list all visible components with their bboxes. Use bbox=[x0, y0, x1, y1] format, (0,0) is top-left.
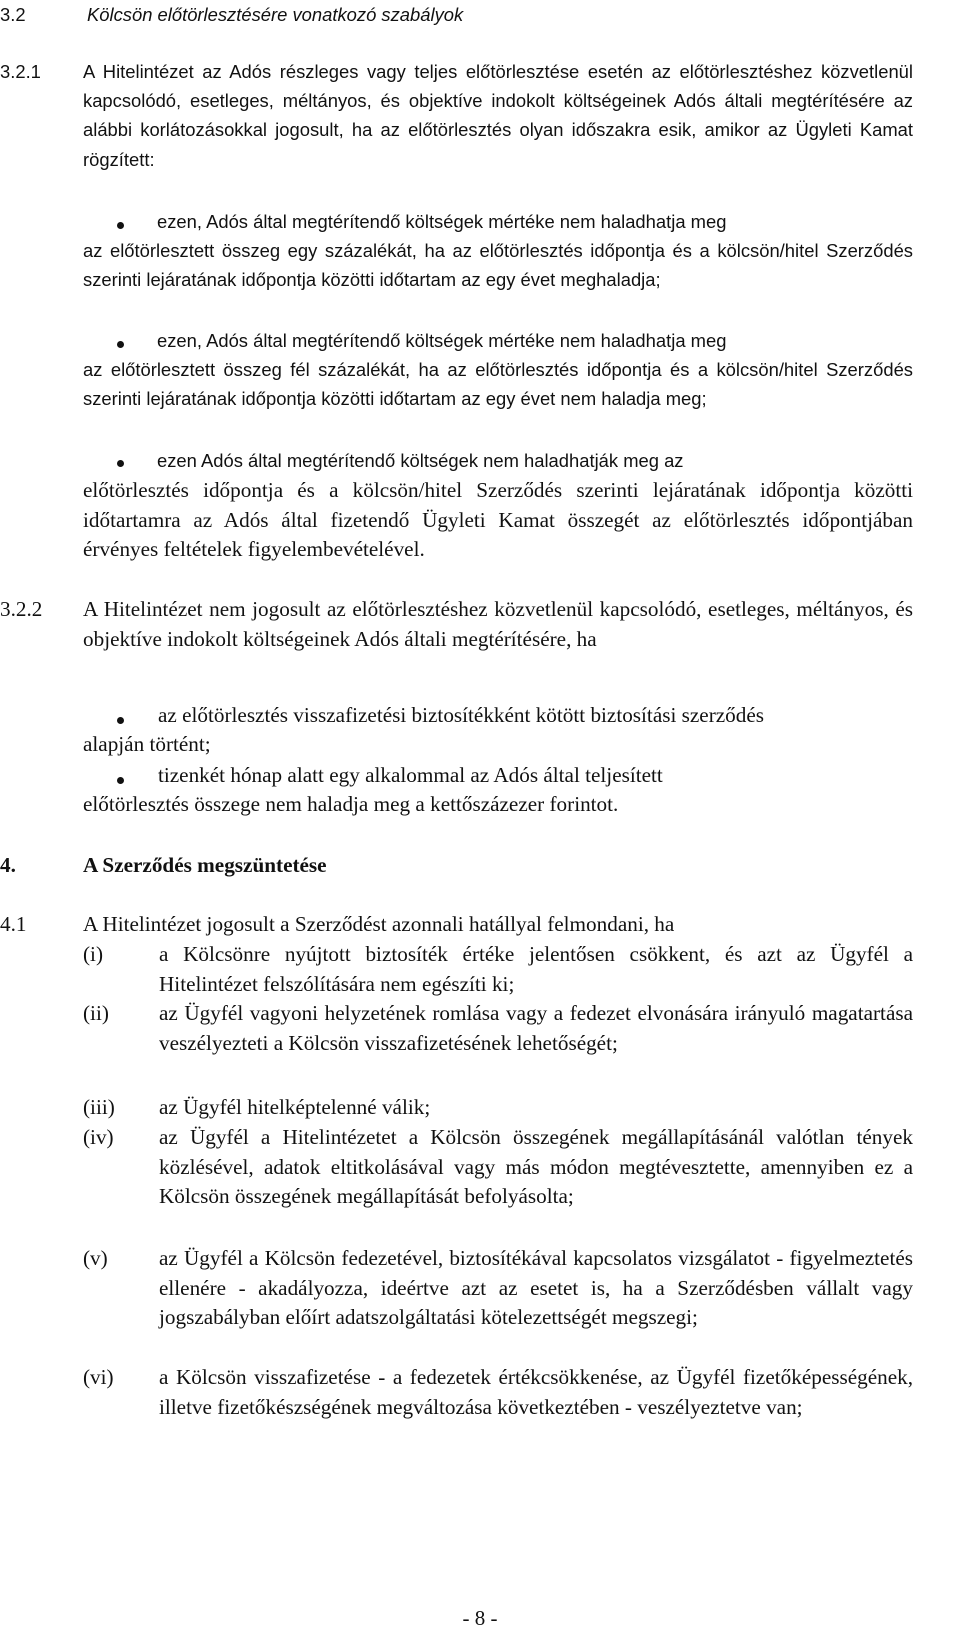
list-item-label: (v) bbox=[83, 1246, 108, 1270]
list-item-text: az Ügyfél hitelképtelenné válik; bbox=[159, 1095, 431, 1119]
bullet-continuation: előtörlesztés összege nem haladja meg a kettőszázezer forintot. bbox=[83, 792, 619, 816]
bullet-lead: ezen, Adós által megtérítendő költségek mértéke nem haladhatja meg bbox=[157, 211, 727, 232]
paragraph-intro: A Hitelintézet nem jogosult az előtörlesztéshez közvetlenül kapcsolódó, esetleges, méltányos, és objektíve indokolt költségeinek Adós általi megtérítésére, ha bbox=[83, 597, 913, 651]
section-number: 3.2 bbox=[0, 4, 26, 25]
bullet-icon bbox=[117, 717, 124, 724]
bullet-icon bbox=[117, 460, 124, 467]
bullet-continuation: az előtörlesztett összeg fél százalékát, ha az előtörlesztés időpontja és a kölcsön/hitel Szerződés szerinti lejáratának időpontja közötti időtartam az egy évet nem haladja meg; bbox=[83, 359, 913, 410]
list-item-label: (iv) bbox=[83, 1125, 114, 1149]
bullet-icon bbox=[117, 222, 124, 229]
section-title: Kölcsön előtörlesztésére vonatkozó szabályok bbox=[87, 4, 464, 25]
bullet-continuation: az előtörlesztett összeg egy százalékát, ha az előtörlesztés időpontja és a kölcsön/hitel Szerződés szerinti lejáratának időpontja közötti időtartam az egy évet meghaladja; bbox=[83, 240, 913, 291]
bullet-continuation: alapján történt; bbox=[83, 732, 211, 756]
paragraph-intro: A Hitelintézet az Adós részleges vagy teljes előtörlesztése esetén az előtörlesztéshez közvetlenül kapcsolódó, esetleges, méltányos, és objektíve indokolt költségeinek Adós általi megtérítésére az alábbi korlátozásokkal jogosult, ha az előtörlesztés olyan időszakra esik, amikor az Ügyleti Kamat rögzített: bbox=[83, 61, 913, 170]
list-item-text: a Kölcsönre nyújtott biztosíték értéke jelentősen csökkent, és azt az Ügyfél a Hitelintézet felszólítására nem egészíti ki; bbox=[159, 942, 913, 996]
bullet-lead: tizenkét hónap alatt egy alkalommal az Adós által teljesített bbox=[158, 763, 663, 787]
bullet-icon bbox=[117, 777, 124, 784]
section-title: A Szerződés megszüntetése bbox=[83, 853, 327, 877]
list-item-label: (i) bbox=[83, 942, 103, 966]
paragraph-number: 3.2.2 bbox=[0, 597, 43, 621]
paragraph-number: 3.2.1 bbox=[0, 61, 41, 82]
bullet-lead: ezen, Adós által megtérítendő költségek mértéke nem haladhatja meg bbox=[157, 330, 727, 351]
list-item-text: az Ügyfél vagyoni helyzetének romlása vagy a fedezet elvonására irányuló magatartása veszélyezteti a Kölcsön visszafizetésének lehetőségét; bbox=[159, 1001, 913, 1055]
list-item-text: az Ügyfél a Kölcsön fedezetével, biztosítékával kapcsolatos vizsgálatot - figyelmeztetés ellenére - akadályozza, ideértve azt az esetet is, ha a Szerződésben vállalt vagy jogszabályban előírt adatszolgáltatási kötelezettségét megszegi; bbox=[159, 1246, 913, 1329]
paragraph-text bbox=[83, 57, 913, 174]
bullet-lead: az előtörlesztés visszafizetési biztosítékként kötött biztosítási szerződés bbox=[158, 703, 765, 727]
paragraph-number: 4.1 bbox=[0, 912, 27, 936]
bullet-continuation: előtörlesztés időpontja és a kölcsön/hitel Szerződés szerinti lejáratának időpontja közötti időtartamra az Adós által fizetendő Ügyleti Kamat összegét az előtörlesztés időpontjában érvényes feltételek figyelembevételével. bbox=[83, 478, 913, 561]
list-item-label: (ii) bbox=[83, 1001, 109, 1025]
bullet-icon bbox=[117, 341, 124, 348]
list-item-label: (iii) bbox=[83, 1095, 115, 1119]
list-item-label: (vi) bbox=[83, 1365, 114, 1389]
page-number: - 8 - bbox=[462, 1606, 498, 1630]
section-number: 4. bbox=[0, 853, 16, 877]
bullet-lead: ezen Adós által megtérítendő költségek nem haladhatják meg az bbox=[157, 450, 684, 471]
list-item-text: a Kölcsön visszafizetése - a fedezetek értékcsökkenése, az Ügyfél fizetőképességének, illetve fizetőkészségének megváltozása következtében - veszélyeztetve van; bbox=[159, 1365, 913, 1419]
paragraph-intro: A Hitelintézet jogosult a Szerződést azonnali hatállyal felmondani, ha bbox=[83, 912, 675, 936]
list-item-text: az Ügyfél a Hitelintézetet a Kölcsön összegének megállapításánál valótlan tények közlésével, adatok eltitkolásával vagy más módon megtévesztette, amennyiben ez a Kölcsön összegének megállapítását befolyásolta; bbox=[159, 1125, 913, 1208]
